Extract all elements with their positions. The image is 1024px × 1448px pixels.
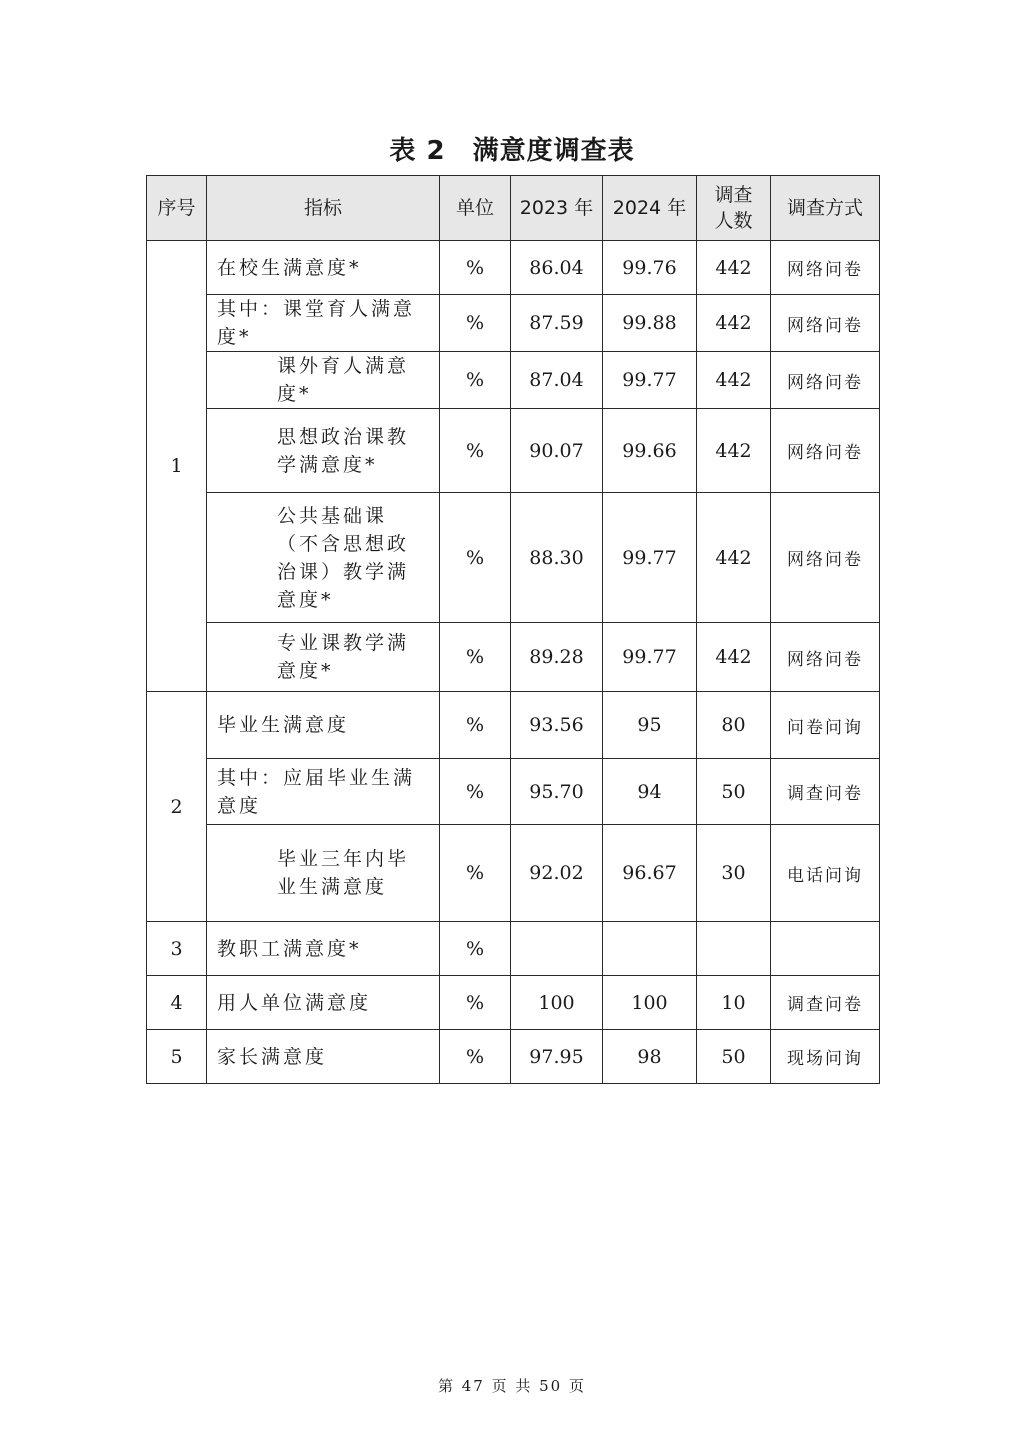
row-2023: 95.70 xyxy=(511,759,603,825)
row-2023: 87.04 xyxy=(511,352,603,409)
row-count: 50 xyxy=(697,759,771,825)
table-row xyxy=(147,493,880,623)
row-2024: 99.77 xyxy=(603,352,697,409)
row-count: 50 xyxy=(697,1030,771,1084)
row-2023: 92.02 xyxy=(511,825,603,922)
row-indicator: 毕业三年内毕业生满意度 xyxy=(277,848,410,898)
row-count xyxy=(697,922,771,976)
row-no: 1 xyxy=(147,241,207,692)
row-2024: 99.76 xyxy=(603,241,697,295)
row-method: 现场问询 xyxy=(771,1030,880,1084)
row-count: 10 xyxy=(697,976,771,1030)
row-2024: 96.67 xyxy=(603,825,697,922)
row-2024: 99.77 xyxy=(603,493,697,623)
row-indicator: 思想政治课教学满意度* xyxy=(277,425,410,476)
row-method: 网络问卷 xyxy=(771,241,880,295)
row-unit: % xyxy=(440,493,511,623)
header-count: 调查人数 xyxy=(697,176,771,241)
header-method: 调查方式 xyxy=(771,176,880,241)
row-indicator: 其中：课堂育人满意度* xyxy=(207,295,440,352)
table-row xyxy=(147,623,880,692)
row-2023: 97.95 xyxy=(511,1030,603,1084)
row-count: 30 xyxy=(697,825,771,922)
row-indicator xyxy=(217,352,429,408)
table-row xyxy=(147,825,880,922)
row-method: 网络问卷 xyxy=(771,493,880,623)
row-2024: 94 xyxy=(603,759,697,825)
row-unit: % xyxy=(440,352,511,409)
row-unit: % xyxy=(440,409,511,493)
header-2023: 2023 年 xyxy=(511,176,603,241)
header-unit: 单位 xyxy=(440,176,511,241)
row-unit: % xyxy=(440,241,511,295)
row-count: 442 xyxy=(697,409,771,493)
row-count: 442 xyxy=(697,295,771,352)
row-indicator xyxy=(217,629,429,685)
row-unit: % xyxy=(440,295,511,352)
row-method: 调查问卷 xyxy=(771,976,880,1030)
row-indicator: 在校生满意度* xyxy=(207,241,440,295)
row-indicator-text: 其中：应届毕业生满意度 xyxy=(217,766,416,817)
table-row xyxy=(147,922,880,976)
row-2023: 87.59 xyxy=(511,295,603,352)
table-row xyxy=(147,295,880,352)
row-count: 442 xyxy=(697,493,771,623)
header-2024: 2024 年 xyxy=(603,176,697,241)
row-2024: 98 xyxy=(603,1030,697,1084)
row-indicator: 教职工满意度* xyxy=(207,922,440,976)
row-2024: 100 xyxy=(603,976,697,1030)
row-2024: 99.66 xyxy=(603,409,697,493)
row-2024: 99.88 xyxy=(603,295,697,352)
row-2024: 99.77 xyxy=(603,623,697,692)
row-indicator: 公共基础课（不含思想政治课）教学满意度* xyxy=(277,504,410,611)
row-method: 网络问卷 xyxy=(771,409,880,493)
row-method xyxy=(771,922,880,976)
row-2023: 88.30 xyxy=(511,493,603,623)
row-method: 网络问卷 xyxy=(771,352,880,409)
header-no: 序号 xyxy=(147,176,207,241)
row-unit: % xyxy=(440,1030,511,1084)
row-2023: 100 xyxy=(511,976,603,1030)
table-row xyxy=(147,759,880,825)
row-no: 2 xyxy=(147,692,207,922)
table-row xyxy=(147,241,880,295)
row-method: 调查问卷 xyxy=(771,759,880,825)
row-no: 5 xyxy=(147,1030,207,1084)
table-row xyxy=(147,976,880,1030)
row-count: 80 xyxy=(697,692,771,759)
row-count: 442 xyxy=(697,241,771,295)
satisfaction-table xyxy=(146,175,880,1084)
row-indicator xyxy=(217,764,429,820)
row-unit: % xyxy=(440,976,511,1030)
table-row xyxy=(147,1030,880,1084)
row-2023: 89.28 xyxy=(511,623,603,692)
row-count: 442 xyxy=(697,623,771,692)
row-method: 网络问卷 xyxy=(771,623,880,692)
row-unit: % xyxy=(440,759,511,825)
header-indicator: 指标 xyxy=(207,176,440,241)
row-2024 xyxy=(603,922,697,976)
row-indicator-text: 课外育人满意度* xyxy=(277,355,410,405)
row-indicator: 毕业生满意度 xyxy=(207,692,440,759)
row-no: 3 xyxy=(147,922,207,976)
row-unit: % xyxy=(440,692,511,759)
table-row xyxy=(147,352,880,409)
header-row xyxy=(147,176,880,241)
row-method: 网络问卷 xyxy=(771,295,880,352)
table-title: 表 2 满意度调查表 xyxy=(389,136,635,166)
page-footer: 第 47 页 共 50 页 xyxy=(437,1377,586,1395)
row-2023: 93.56 xyxy=(511,692,603,759)
row-count: 442 xyxy=(697,352,771,409)
row-2023: 86.04 xyxy=(511,241,603,295)
table-row xyxy=(147,692,880,759)
row-indicator-text: 专业课教学满意度* xyxy=(277,632,410,682)
row-unit: % xyxy=(440,825,511,922)
row-method: 问卷问询 xyxy=(771,692,880,759)
row-2023: 90.07 xyxy=(511,409,603,493)
table-row xyxy=(147,409,880,493)
row-unit: % xyxy=(440,922,511,976)
row-indicator: 家长满意度 xyxy=(207,1030,440,1084)
row-no: 4 xyxy=(147,976,207,1030)
row-unit: % xyxy=(440,623,511,692)
row-indicator: 用人单位满意度 xyxy=(207,976,440,1030)
row-2024: 95 xyxy=(603,692,697,759)
row-2023 xyxy=(511,922,603,976)
row-method: 电话问询 xyxy=(771,825,880,922)
